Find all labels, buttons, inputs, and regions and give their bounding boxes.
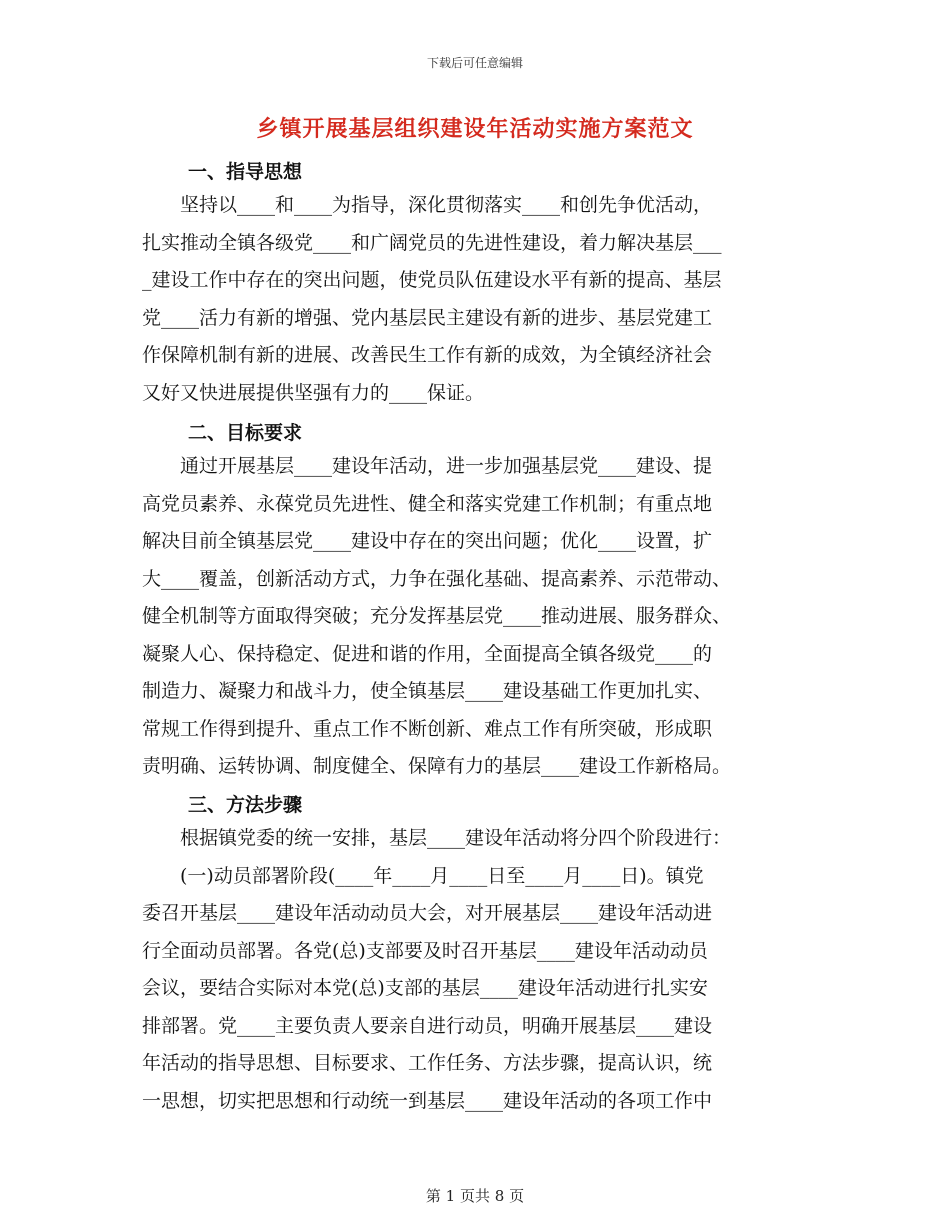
section-paragraph-guiding-thought [142, 187, 802, 412]
paragraph-line: 一思想，切实把思想和行动统一到基层____建设年活动的各项工作中 [142, 1089, 713, 1112]
page-footer: 第 1 页共 8 页 [425, 1187, 525, 1205]
paragraph-line: 排部署。党____主要负责人要亲自进行动员，明确开展基层____建设 [142, 1014, 713, 1037]
paragraph-line: 又好又快进展提供坚强有力的____保证。 [142, 381, 485, 404]
section-paragraph-goals [142, 448, 802, 786]
paragraph-line: 制造力、凝聚力和战斗力，使全镇基层____建设基础工作更加扎实、 [142, 680, 713, 702]
paragraph-line: 委召开基层____建设年活动动员大会，对开展基层____建设年活动进 [142, 902, 713, 924]
section-heading-steps: 三、方法步骤 [188, 794, 303, 816]
paragraph-line: 凝聚人心、保持稳定、促进和谐的作用，全面提高全镇各级党____的 [142, 642, 713, 665]
paragraph-line: (一)动员部署阶段(____年____月____日至____月____日)。镇党 [142, 864, 704, 887]
paragraph-line: 解决目前全镇基层党____建设中存在的突出问题；优化____设置，扩 [142, 530, 713, 552]
paragraph-line: 年活动的指导思想、目标要求、工作任务、方法步骤，提高认识，统 [142, 1052, 713, 1074]
paragraph-line: _建设工作中存在的突出问题，使党员队伍建设水平有新的提高、基层 [142, 269, 722, 291]
paragraph-line: 会议，要结合实际对本党(总)支部的基层____建设年活动进行扎实安 [142, 977, 708, 999]
paragraph-line: 高党员素养、永葆党员先进性、健全和落实党建工作机制；有重点地 [142, 492, 713, 515]
paragraph-line: 作保障机制有新的进展、改善民生工作有新的成效，为全镇经济社会 [142, 344, 713, 366]
section-heading-goals: 二、目标要求 [188, 422, 303, 444]
section-heading-guiding-thought: 一、指导思想 [188, 161, 303, 183]
paragraph-line: 根据镇党委的统一安排，基层____建设年活动将分四个阶段进行： [142, 827, 732, 849]
section-paragraph-steps [142, 820, 802, 1120]
paragraph-line: 扎实推动全镇各级党____和广阔党员的先进性建设，着力解决基层___ [142, 231, 722, 254]
header-note: 下载后可任意编辑 [426, 56, 523, 70]
paragraph-line: 党____活力有新的增强、党内基层民主建设有新的进步、基层党建工 [142, 306, 713, 329]
paragraph-line: 健全机制等方面取得突破；充分发挥基层党____推动进展、服务群众、 [142, 605, 732, 627]
paragraph-line: 责明确、运转协调、制度健全、保障有力的基层____建设工作新格局。 [142, 755, 732, 777]
paragraph-line: 通过开展基层____建设年活动，进一步加强基层党____建设、提 [142, 455, 713, 477]
document-title: 乡镇开展基层组织建设年活动实施方案范文 [256, 116, 694, 142]
paragraph-line: 常规工作得到提升、重点工作不断创新、难点工作有所突破，形成职 [142, 717, 713, 740]
paragraph-line: 行全面动员部署。各党(总)支部要及时召开基层____建设年活动动员 [142, 939, 708, 962]
paragraph-line: 坚持以____和____为指导，深化贯彻落实____和创先争优活动， [142, 194, 713, 216]
paragraph-line: 大____覆盖，创新活动方式，力争在强化基础、提高素养、示范带动、 [142, 567, 732, 590]
